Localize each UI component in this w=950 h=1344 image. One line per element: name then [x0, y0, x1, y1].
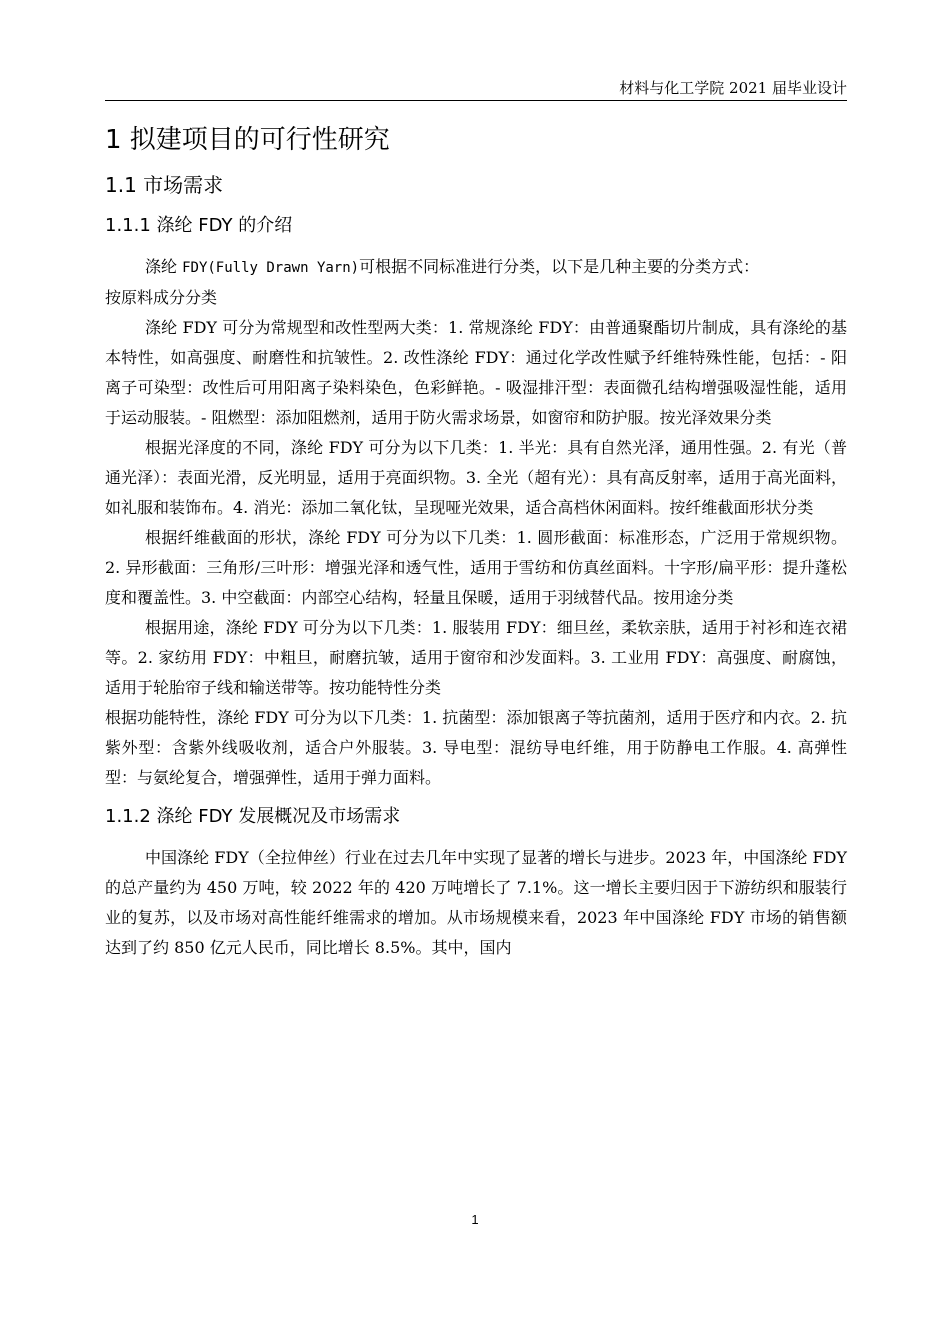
section-title-1-1-1: 1.1.1 涤纶 FDY 的介绍: [105, 215, 293, 236]
chapter-title: 1 拟建项目的可行性研究: [105, 125, 390, 155]
paragraph-usage: 根据用途，涤纶 FDY 可分为以下几类：1. 服装用 FDY：细旦丝，柔软亲肤，适用于衬衫和连衣裙等。2. 家纺用 FDY：中粗旦，耐磨抗皱，适用于窗帘和沙发面料。3. 工业用 FDY：高强度、耐腐蚀，适用于轮胎帘子线和输送带等。按功能特性分类: [105, 618, 847, 697]
section-title-1-1: 1.1 市场需求: [105, 173, 224, 197]
page-body: [105, 120, 847, 963]
intro-paragraph: [105, 252, 847, 283]
running-header: 材料与化工学院 2021 届毕业设计: [619, 79, 847, 97]
intro-mono-term: FDY(Fully Drawn Yarn): [182, 260, 360, 276]
paragraph-cross-section: 根据纤维截面的形状，涤纶 FDY 可分为以下几类：1. 圆形截面：标准形态，广泛用于常规织物。2. 异形截面：三角形/三叶形：增强光泽和透气性，适用于雪纺和仿真丝面料。十字形/扁平形：提升蓬松度和覆盖性。3. 中空截面：内部空心结构，轻量且保暖，适用于羽绒替代品。按用途分类: [105, 528, 847, 607]
subheading-raw-material: 按原料成分分类: [105, 288, 218, 307]
intro-prefix: 涤纶: [145, 257, 183, 276]
header-divider: [105, 100, 847, 101]
intro-suffix: 可根据不同标准进行分类，以下是几种主要的分类方式：: [359, 257, 760, 276]
section-title-1-1-2: 1.1.2 涤纶 FDY 发展概况及市场需求: [105, 806, 401, 827]
paragraph-function: 根据功能特性，涤纶 FDY 可分为以下几类：1. 抗菌型：添加银离子等抗菌剂，适用于医疗和内衣。2. 抗紫外型：含紫外线吸收剂，适合户外服装。3. 导电型：混纺导电纤维，用于防静电工作服。4. 高弹性型：与氨纶复合，增强弹性，适用于弹力面料。: [105, 708, 847, 787]
paragraph-raw-material: 涤纶 FDY 可分为常规型和改性型两大类：1. 常规涤纶 FDY：由普通聚酯切片制成，具有涤纶的基本特性，如高强度、耐磨性和抗皱性。2. 改性涤纶 FDY：通过化学改性赋予纤维特殊性能，包括：- 阳离子可染型：改性后可用阳离子染料染色，色彩鲜艳。- 吸湿排汗型：表面微孔结构增强吸湿性能，适用于运动服装。- 阻燃型：添加阻燃剂，适用于防火需求场景，如窗帘和防护服。按光泽效果分类: [105, 318, 847, 427]
paragraph-market: 中国涤纶 FDY（全拉伸丝）行业在过去几年中实现了显著的增长与进步。2023 年，中国涤纶 FDY 的总产量约为 450 万吨，较 2022 年的 420 万吨增长了 7.1%。这一增长主要归因于下游纺织和服装行业的复苏，以及市场对高性能纤维需求的增加。从市场规模来看，2023 年中国涤纶 FDY 市场的销售额达到了约 850 亿元人民币，同比增长 8.5%。其中，国内: [105, 848, 847, 957]
paragraph-luster: 根据光泽度的不同，涤纶 FDY 可分为以下几类：1. 半光：具有自然光泽，通用性强。2. 有光（普通光泽）：表面光滑，反光明显，适用于亮面织物。3. 全光（超有光）：具有高反射率，适用于高光面料，如礼服和装饰布。4. 消光：添加二氧化钛，呈现哑光效果，适合高档休闲面料。按纤维截面形状分类: [105, 438, 847, 517]
page-number: 1: [471, 1212, 479, 1227]
